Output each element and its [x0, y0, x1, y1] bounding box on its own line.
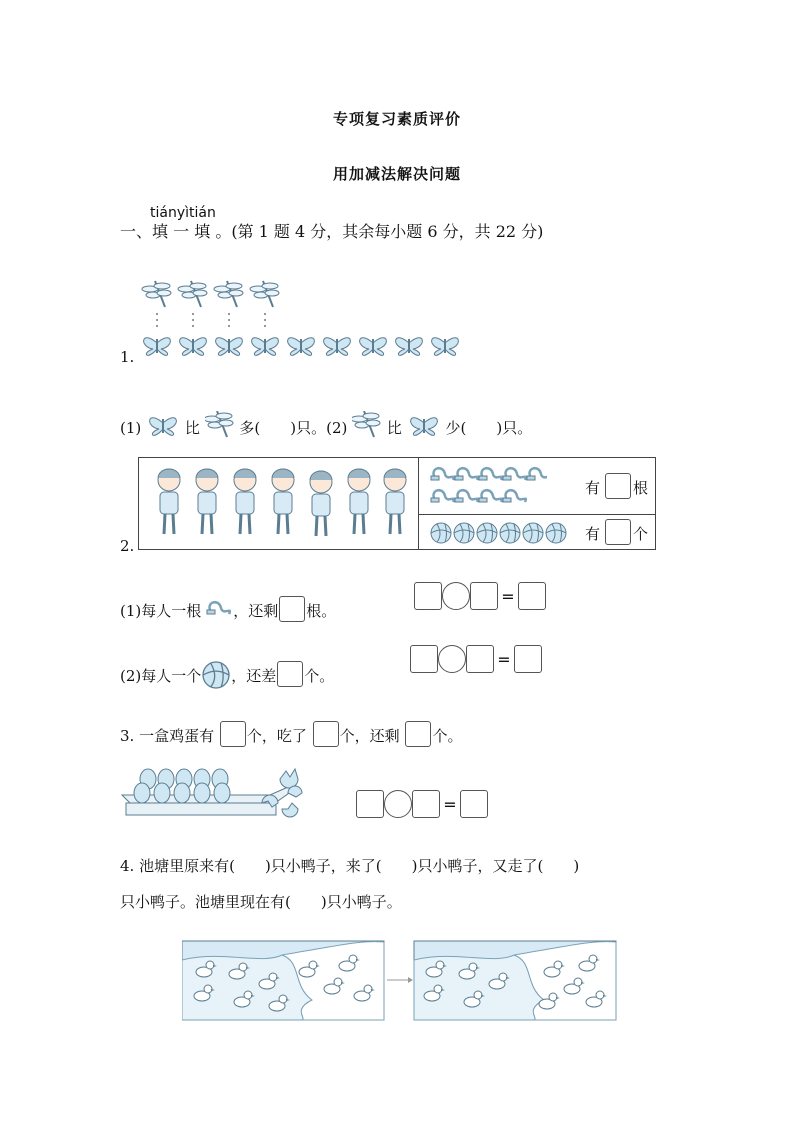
q3-text-b: 个，吃了 — [246, 727, 307, 745]
operator-circle[interactable] — [438, 645, 466, 673]
dragonfly-row — [142, 281, 279, 307]
page-subtitle: 用加减法解决问题 — [332, 165, 461, 183]
jump-rope-illustration — [427, 464, 547, 510]
q3-text-c: 个，还剩 — [339, 727, 400, 745]
q2-sub1-prefix: (1)每人一根 — [120, 602, 202, 620]
equals-sign: = — [497, 649, 511, 669]
section1-label-rest: 。(第 1 题 4 分，其余每小题 6 分，共 22 分) — [215, 222, 544, 241]
equals-sign: = — [443, 794, 457, 814]
equation-result-box[interactable] — [460, 790, 488, 818]
q2-sub2-prefix: (2)每人一个 — [120, 667, 202, 685]
q4-line2 — [120, 891, 402, 912]
q1-sub1-prefix: (1) — [120, 419, 142, 437]
q3-text — [120, 721, 462, 747]
equation-box[interactable] — [356, 790, 384, 818]
q4-line2-a: 只小鸭子。池塘里现在有( — [120, 893, 291, 911]
table-unit-label-1: 根 — [633, 479, 649, 497]
q2-sub1 — [120, 596, 336, 624]
equation-box[interactable] — [412, 790, 440, 818]
q4-line1-b: )只小鸭子，来了( — [264, 857, 382, 875]
section1-label-mid1: 一 — [173, 222, 190, 241]
section1-heading — [120, 219, 543, 242]
equation-box[interactable] — [410, 645, 438, 673]
equation-box[interactable] — [466, 645, 494, 673]
operator-circle[interactable] — [442, 582, 470, 610]
equals-sign: = — [501, 586, 515, 606]
q1-sub1-close: )只。 — [290, 419, 327, 437]
q2-sub1-answer-box[interactable] — [279, 596, 305, 622]
q3-eaten-box[interactable] — [313, 721, 339, 747]
table-unit-label-2: 个 — [633, 525, 649, 543]
q2-number: 2. — [120, 537, 135, 555]
q1-sub2-bi: 比 — [386, 419, 402, 437]
rope-count-box[interactable] — [605, 473, 631, 499]
q2-sub2-answer-box[interactable] — [277, 661, 303, 687]
q3-text-a: 3. 一盒鸡蛋有 — [120, 727, 215, 745]
q3-total-box[interactable] — [220, 721, 246, 747]
dragonfly-icon — [352, 411, 382, 439]
q2-sub2-mid: ，还差 — [231, 667, 277, 685]
arrow-icon — [387, 977, 413, 983]
q1-sub2-prefix: (2) — [326, 419, 348, 437]
butterfly-row — [144, 338, 459, 356]
equation-result-box[interactable] — [518, 582, 546, 610]
q2-sub1-mid: ，还剩 — [233, 602, 279, 620]
butterfly-icon — [407, 413, 441, 439]
q2-sub1-unit: 根。 — [306, 602, 337, 620]
q3-text-d: 个。 — [432, 727, 463, 745]
section1-label-prefix: 一、填 — [120, 222, 169, 241]
q2-sub2-equation — [410, 645, 542, 673]
equation-box[interactable] — [470, 582, 498, 610]
q2-sub1-equation — [414, 582, 546, 610]
equation-box[interactable] — [414, 582, 442, 610]
butterfly-icon — [146, 413, 180, 439]
q3-equation — [356, 790, 488, 818]
children-illustration — [147, 464, 412, 544]
ball-count-box[interactable] — [605, 519, 631, 545]
q1-sub1-bi: 比 — [184, 419, 200, 437]
q1-illustration — [135, 275, 475, 370]
dragonfly-icon — [205, 411, 235, 439]
duck-pond-illustration — [182, 940, 617, 1022]
q1-subquestions — [120, 411, 532, 439]
volleyball-icon — [201, 660, 231, 690]
q1-sub2-shao: 少( — [445, 419, 467, 437]
q1-sub1-duo: 多( — [239, 419, 261, 437]
jump-rope-icon — [201, 596, 233, 624]
section1-label-mid2: 填 — [194, 222, 211, 241]
q2-table — [138, 457, 656, 550]
q4-line1-a: 4. 池塘里原来有( — [120, 857, 235, 875]
equation-result-box[interactable] — [514, 645, 542, 673]
table-divider-vertical — [418, 458, 419, 549]
q2-sub2 — [120, 660, 334, 690]
pinyin-annotation: tiányìtián — [150, 205, 216, 221]
q1-sub2-close: )只。 — [496, 419, 533, 437]
volleyball-illustration — [429, 520, 569, 546]
table-you-label-1: 有 — [585, 479, 601, 497]
table-you-label-2: 有 — [585, 525, 601, 543]
q4-line1-d: ) — [573, 857, 580, 875]
operator-circle[interactable] — [384, 790, 412, 818]
pond-scene-before — [182, 941, 384, 1020]
table-divider-horizontal — [418, 514, 655, 515]
q4-line1 — [120, 855, 579, 876]
egg-carton-illustration — [120, 765, 320, 825]
q1-number: 1. — [120, 348, 135, 366]
q4-line2-b: )只小鸭子。 — [320, 893, 402, 911]
q2-sub2-unit: 个。 — [304, 667, 335, 685]
matching-dots — [157, 313, 265, 330]
pond-scene-after — [414, 941, 616, 1020]
page-title: 专项复习素质评价 — [332, 110, 461, 128]
q3-remaining-box[interactable] — [405, 721, 431, 747]
q4-line1-c: )只小鸭子，又走了( — [411, 857, 544, 875]
